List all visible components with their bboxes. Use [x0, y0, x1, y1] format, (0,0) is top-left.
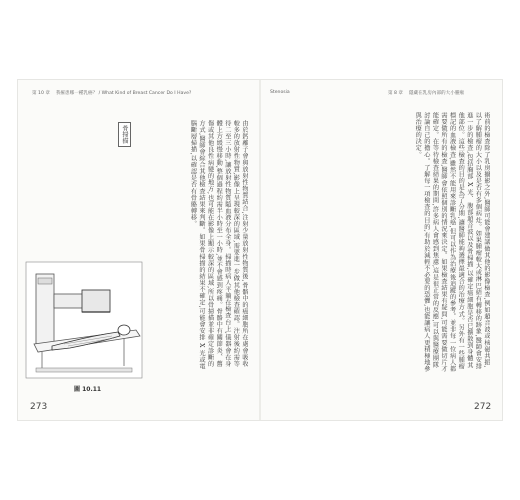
- right-page: [260, 80, 502, 420]
- right-page-header: [388, 90, 464, 96]
- left-header-title: 我罹患哪一種乳癌？ / What Kind of Breast Cancer Do I Have?: [55, 91, 192, 96]
- left-page-header: [32, 90, 191, 96]
- right-page-number: 272: [474, 402, 492, 412]
- left-header-chapter: 第 10 章: [32, 91, 50, 96]
- book-spread: [18, 80, 502, 420]
- left-page: [18, 80, 260, 420]
- bone-scan-illustration: [24, 260, 144, 380]
- right-header-chapter: 第 8 章: [388, 91, 404, 96]
- right-header-title: 隱藏在乳房內部的大小腫瘤: [408, 91, 465, 96]
- left-page-number: 273: [30, 402, 48, 412]
- left-body-text: 由於鈣離子會與放射性物質結合,注射少量放射性物質後,骨骼中的癌細胞所在處會吸收較多的放射性物質,影像上呈現較深的區域,需要進一步做其他檢查確認。注射後約需等待二至三小時,讓放射性物質隨血液分布全身。掃描時病人平躺在檢查台上,儀器會在身體上方緩慢移動,整個過程約需半小時至一小時,並不會感到疼痛。骨骼中有關節炎、舊傷或其他良性病變的地方,也可能在影像上顯示較深的區域,所以骨掃描並非確定診斷的方式,醫師會綜合其他檢查結果來判斷。如果骨掃描的結果不確定,可能會安排 X 光或電腦斷層掃描,以確認是否有骨骼轉移。: [189, 120, 248, 370]
- section-tag-bone-scan: 骨掃描: [118, 122, 131, 147]
- figure-caption: 圖 10.11: [74, 386, 102, 393]
- right-header-left: Stenosia: [270, 90, 290, 95]
- right-body-text: 術前的檢查除了乳房攝影之外,醫師可能會建議做其他的影像檢查,例如超音波或核磁共振,以了解腫瘤的大小以及是否有多個病灶。如果腫瘤較大或淋巴結有轉移的跡象,醫師會安排進一步的檢查,包括胸部 X 光、腹部超音波以及骨掃描,以確定癌細胞是否已擴散到身體其他部位。這些檢查的目的是為了分期,讓醫師能夠選擇最適合的治療方式。另外有一些腫瘤標記的血液檢查,雖然不能用來診斷乳癌,但可以作為治療後追蹤的參考。並非每一位病人都需要做所有的檢查,醫師會依照個別的情況來決定。如果檢查結果有疑問,可能需要做切片才能確定。在等待檢查結果的期間,許多病人會感到焦慮,這是很正常的反應,可以與醫療團隊討論自己的擔心。了解每一項檢查的目的,有助於減輕不必要的恐懼,也能讓病人更積極地參與治療的決定。: [414, 112, 490, 373]
